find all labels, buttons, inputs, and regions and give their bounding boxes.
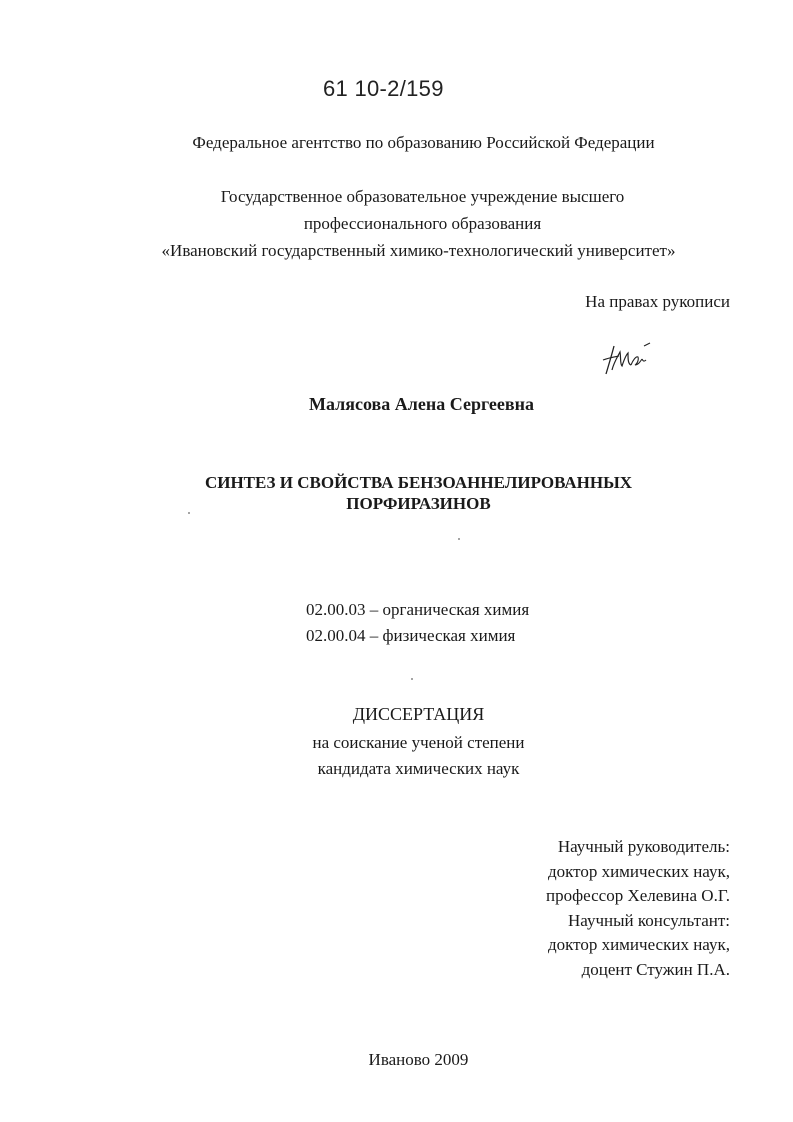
title-line-2: ПОРФИРАЗИНОВ xyxy=(346,494,491,513)
specialty-list xyxy=(306,597,529,649)
consultant-role: Научный консультант: xyxy=(568,910,730,930)
supervisors-block xyxy=(546,835,730,982)
consultant-degree: доктор химических наук, xyxy=(547,935,730,954)
agency-name: Федеральное агентство по образованию Российской Федерации xyxy=(192,133,655,152)
specialty-item: 02.00.04 – физическая химия xyxy=(306,626,516,645)
institution-line-3: «Ивановский государственный химико-технологический университет» xyxy=(161,241,676,260)
title-line-1: СИНТЕЗ И СВОЙСТВА БЕНЗОАННЕЛИРОВАННЫХ xyxy=(204,473,633,492)
author-name: Малясова Алена Сергеевна xyxy=(309,394,534,414)
manuscript-rights: На правах рукописи xyxy=(585,292,730,311)
registration-number: 61 10-2/159 xyxy=(323,76,444,101)
specialty-item: 02.00.03 – органическая химия xyxy=(306,600,530,619)
supervisor-role: Научный руководитель: xyxy=(557,837,730,856)
document-type: ДИССЕРТАЦИЯ xyxy=(352,704,485,724)
degree-line-2: кандидата химических наук xyxy=(317,759,520,778)
supervisor-name: профессор Хелевина О.Г. xyxy=(546,886,730,905)
consultant-name: доцент Стужин П.А. xyxy=(581,959,730,979)
scan-speck xyxy=(458,538,460,540)
scan-speck xyxy=(411,678,413,680)
institution-line-2: профессионального образования xyxy=(303,214,542,233)
handwritten-signature xyxy=(600,340,652,378)
supervisor-degree: доктор химических наук, xyxy=(547,861,730,881)
scan-speck xyxy=(188,512,190,514)
degree-line-1: на соискание ученой степени xyxy=(312,733,525,752)
city-year: Иваново 2009 xyxy=(368,1050,469,1069)
institution-line-1: Государственное образовательное учреждение высшего xyxy=(220,187,625,206)
